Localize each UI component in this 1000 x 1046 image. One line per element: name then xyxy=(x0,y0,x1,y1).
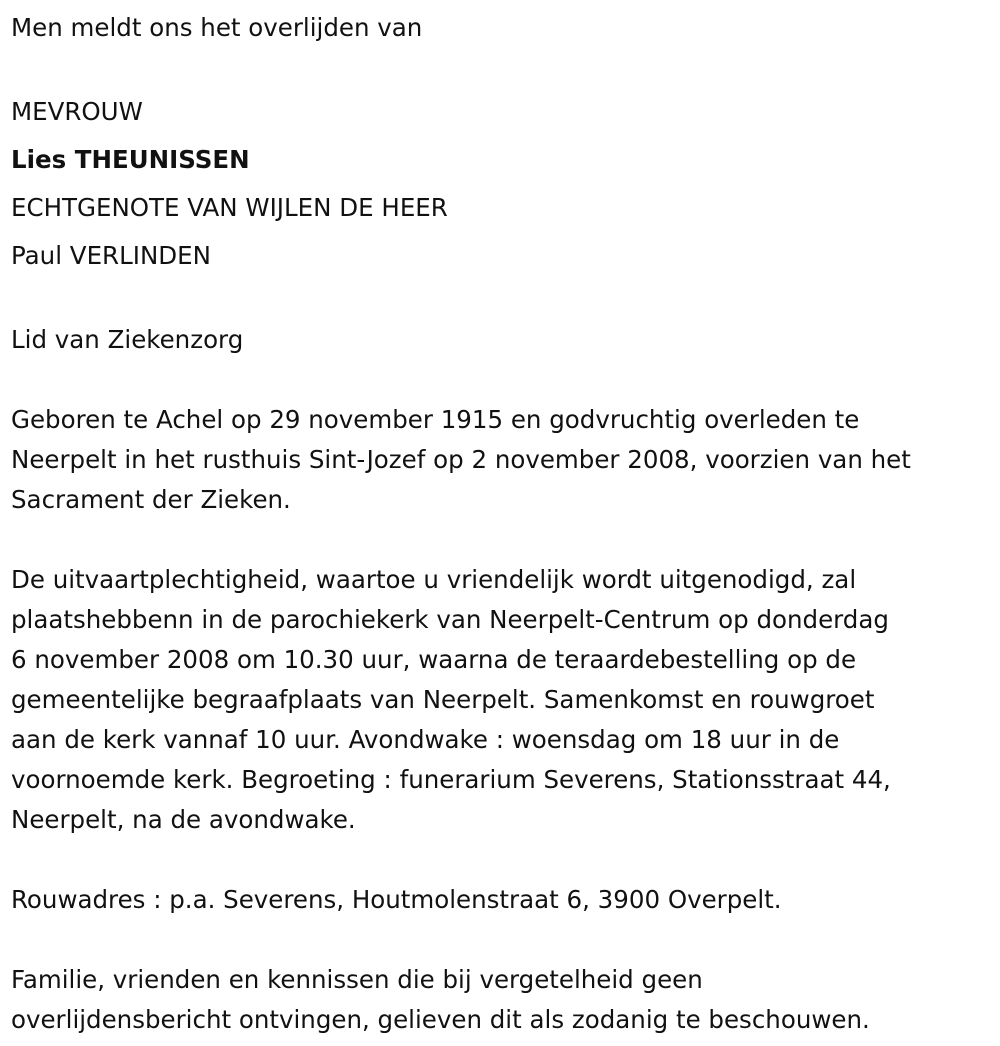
spacer xyxy=(11,360,996,400)
paragraph-line: plaatshebbenn in de parochiekerk van Neerpelt-Centrum op donderdag xyxy=(11,605,889,634)
intro-text: Men meldt ons het overlijden van xyxy=(11,13,423,42)
mourning-address: Rouwadres : p.a. Severens, Houtmolenstraat 6, 3900 Overpelt. xyxy=(11,885,782,914)
membership-text: Lid van Ziekenzorg xyxy=(11,325,244,354)
spacer xyxy=(11,520,996,560)
paragraph-line: Familie, vrienden en kennissen die bij vergetelheid geen xyxy=(11,965,703,994)
spacer xyxy=(11,920,996,960)
spacer xyxy=(11,280,996,320)
birth-death-paragraph xyxy=(11,400,996,520)
closing-paragraph xyxy=(11,960,996,1040)
spouse-name: Paul VERLINDEN xyxy=(11,241,211,270)
deceased-name: Lies THEUNISSEN xyxy=(11,145,250,174)
paragraph-line: Neerpelt in het rusthuis Sint-Jozef op 2 november 2008, voorzien van het xyxy=(11,445,911,474)
paragraph-line: 6 november 2008 om 10.30 uur, waarna de teraardebestelling op de xyxy=(11,645,857,674)
paragraph-line: overlijdensbericht ontvingen, gelieven dit als zodanig te beschouwen. xyxy=(11,1005,870,1034)
paragraph-line: voornoemde kerk. Begroeting : funerarium Severens, Stationsstraat 44, xyxy=(11,765,891,794)
paragraph-line: Neerpelt, na de avondwake. xyxy=(11,805,356,834)
title-prefix: MEVROUW xyxy=(11,97,143,126)
paragraph-line: gemeentelijke begraafplaats van Neerpelt. Samenkomst en rouwgroet xyxy=(11,685,875,714)
funeral-paragraph xyxy=(11,560,996,840)
paragraph-line: Geboren te Achel op 29 november 1915 en godvruchtig overleden te xyxy=(11,405,860,434)
paragraph-line: De uitvaartplechtigheid, waartoe u vriendelijk wordt uitgenodigd, zal xyxy=(11,565,857,594)
paragraph-line: Sacrament der Zieken. xyxy=(11,485,291,514)
spacer xyxy=(11,840,996,880)
relation-text: ECHTGENOTE VAN WIJLEN DE HEER xyxy=(11,193,448,222)
obituary-document xyxy=(11,8,996,1040)
paragraph-line: aan de kerk vannaf 10 uur. Avondwake : woensdag om 18 uur in de xyxy=(11,725,840,754)
spacer xyxy=(11,48,996,88)
